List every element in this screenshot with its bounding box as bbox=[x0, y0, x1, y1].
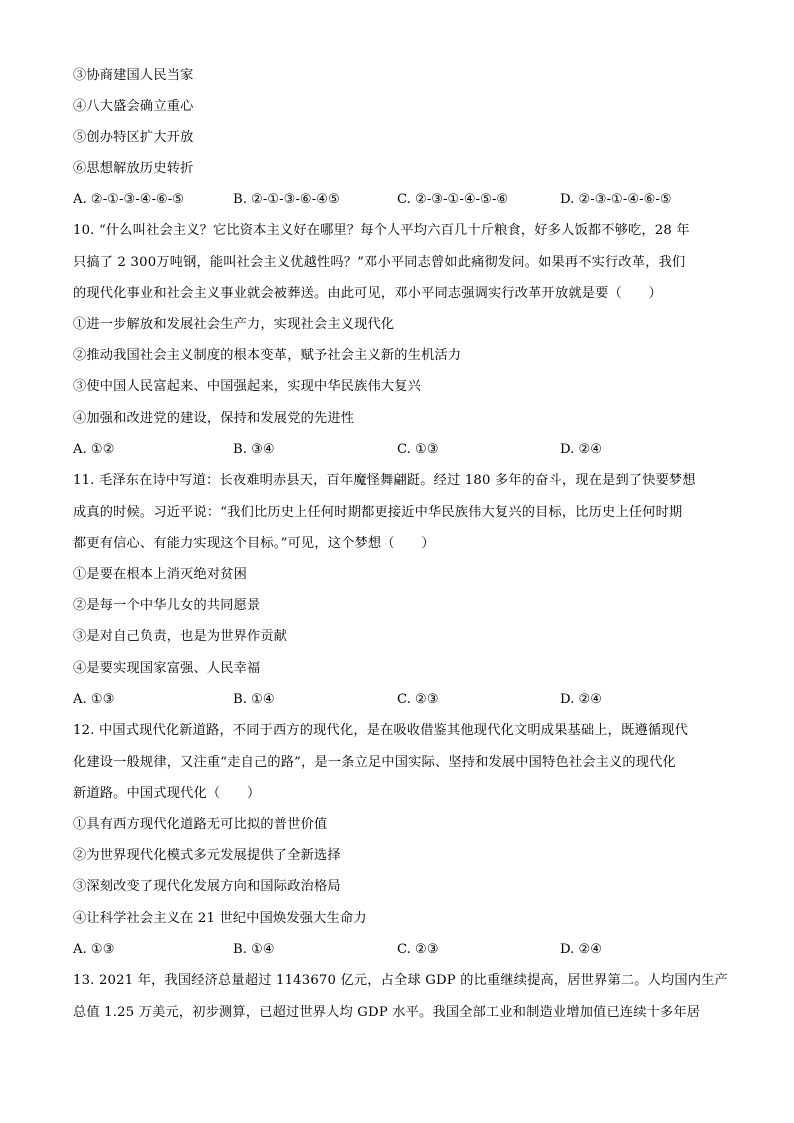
q9-item-4: ④八大盛会确立重心 bbox=[73, 99, 194, 114]
q12-options bbox=[73, 940, 723, 960]
q11-stem-line-1: 11. 毛泽东在诗中写道：长夜难明赤县天，百年魔怪舞翩跹。经过 180 多年的奋斗，现在是到了快要梦想 bbox=[73, 473, 696, 488]
q10-stem-line-3: 的现代化事业和社会主义事业就会被葬送。由此可见，邓小平同志强调实行改革开放就是要（ ） bbox=[73, 286, 663, 301]
q10-stem-line-2: 只搞了 2 300万吨钢，能叫社会主义优越性吗？”邓小平同志曾如此痛彻发问。如果再不实行改革，我们 bbox=[73, 255, 686, 270]
q11-statement-4: ④是要实现国家富强、人民幸福 bbox=[73, 661, 261, 676]
q12-statement-3: ③深刻改变了现代化发展方向和国际政治格局 bbox=[73, 879, 341, 894]
q10-option-c: C. ①③ bbox=[397, 442, 439, 457]
q9-item-5: ⑤创办特区扩大开放 bbox=[73, 130, 194, 145]
q11-stem-line-3: 都更有信心、有能力实现这个目标。”可见，这个梦想（ ） bbox=[73, 536, 435, 551]
q10-options bbox=[73, 440, 723, 460]
q10-option-a: A. ①② bbox=[73, 442, 115, 457]
q10-option-d: D. ②④ bbox=[560, 442, 603, 457]
q9-option-d: D. ②-③-①-④-⑥-⑤ bbox=[560, 192, 672, 207]
q9-option-b: B. ②-①-③-⑥-④⑤ bbox=[233, 192, 340, 207]
q10-statement-4: ④加强和改进党的建设，保持和发展党的先进性 bbox=[73, 411, 355, 426]
q11-option-a: A. ①③ bbox=[73, 692, 115, 707]
q12-statement-4: ④让科学社会主义在 21 世纪中国焕发强大生命力 bbox=[73, 911, 367, 926]
q12-stem-line-3: 新道路。中国式现代化（ ） bbox=[73, 786, 261, 801]
q12-option-b: B. ①④ bbox=[233, 942, 275, 957]
q10-statement-2: ②推动我国社会主义制度的根本变革，赋予社会主义新的生机活力 bbox=[73, 348, 462, 363]
q9-item-6: ⑥思想解放历史转折 bbox=[73, 161, 194, 176]
q10-stem-line-1: 10. “什么叫社会主义？它比资本主义好在哪里？每个人平均六百几十斤粮食，好多人饭都不够吃，28 年 bbox=[73, 223, 690, 238]
q10-option-b: B. ③④ bbox=[233, 442, 275, 457]
q9-option-a: A. ②-①-③-④-⑥-⑤ bbox=[73, 192, 185, 207]
q13-stem-line-2: 总值 1.25 万美元，初步测算，已超过世界人均 GDP 水平。我国全部工业和制造业增加值已连续十多年居 bbox=[73, 1005, 701, 1020]
q9-item-3: ③协商建国人民当家 bbox=[73, 68, 194, 83]
q12-option-c: C. ②③ bbox=[397, 942, 439, 957]
q11-statement-3: ③是对自己负责，也是为世界作贡献 bbox=[73, 629, 288, 644]
q12-stem-line-1: 12. 中国式现代化新道路，不同于西方的现代化，是在吸收借鉴其他现代化文明成果基础上，既遵循现代 bbox=[73, 723, 689, 738]
q12-option-d: D. ②④ bbox=[560, 942, 603, 957]
q12-statement-1: ①具有西方现代化道路无可比拟的普世价值 bbox=[73, 817, 328, 832]
q12-option-a: A. ①③ bbox=[73, 942, 115, 957]
q11-option-c: C. ②③ bbox=[397, 692, 439, 707]
q10-statement-3: ③使中国人民富起来、中国强起来，实现中华民族伟大复兴 bbox=[73, 379, 422, 394]
q9-options bbox=[73, 190, 723, 210]
q11-option-b: B. ①④ bbox=[233, 692, 275, 707]
q12-stem-line-2: 化建设一般规律，又注重“走自己的路”，是一条立足中国实际、坚持和发展中国特色社会主义的现代化 bbox=[73, 755, 676, 770]
q11-stem-line-2: 成真的时候。习近平说：“我们比历史上任何时期都更接近中华民族伟大复兴的目标，比历史上任何时期 bbox=[73, 505, 683, 520]
q12-statement-2: ②为世界现代化模式多元发展提供了全新选择 bbox=[73, 848, 341, 863]
q11-statement-2: ②是每一个中华儿女的共同愿景 bbox=[73, 598, 261, 613]
q10-statement-1: ①进一步解放和发展社会生产力，实现社会主义现代化 bbox=[73, 317, 395, 332]
q11-statement-1: ①是要在根本上消灭绝对贫困 bbox=[73, 567, 248, 582]
q11-options bbox=[73, 690, 723, 710]
q13-stem-line-1: 13. 2021 年，我国经济总量超过 1143670 亿元，占全球 GDP 的比重继续提高，居世界第二。人均国内生产 bbox=[73, 973, 728, 988]
q9-option-c: C. ②-③-①-④-⑤-⑥ bbox=[397, 192, 509, 207]
q11-option-d: D. ②④ bbox=[560, 692, 603, 707]
